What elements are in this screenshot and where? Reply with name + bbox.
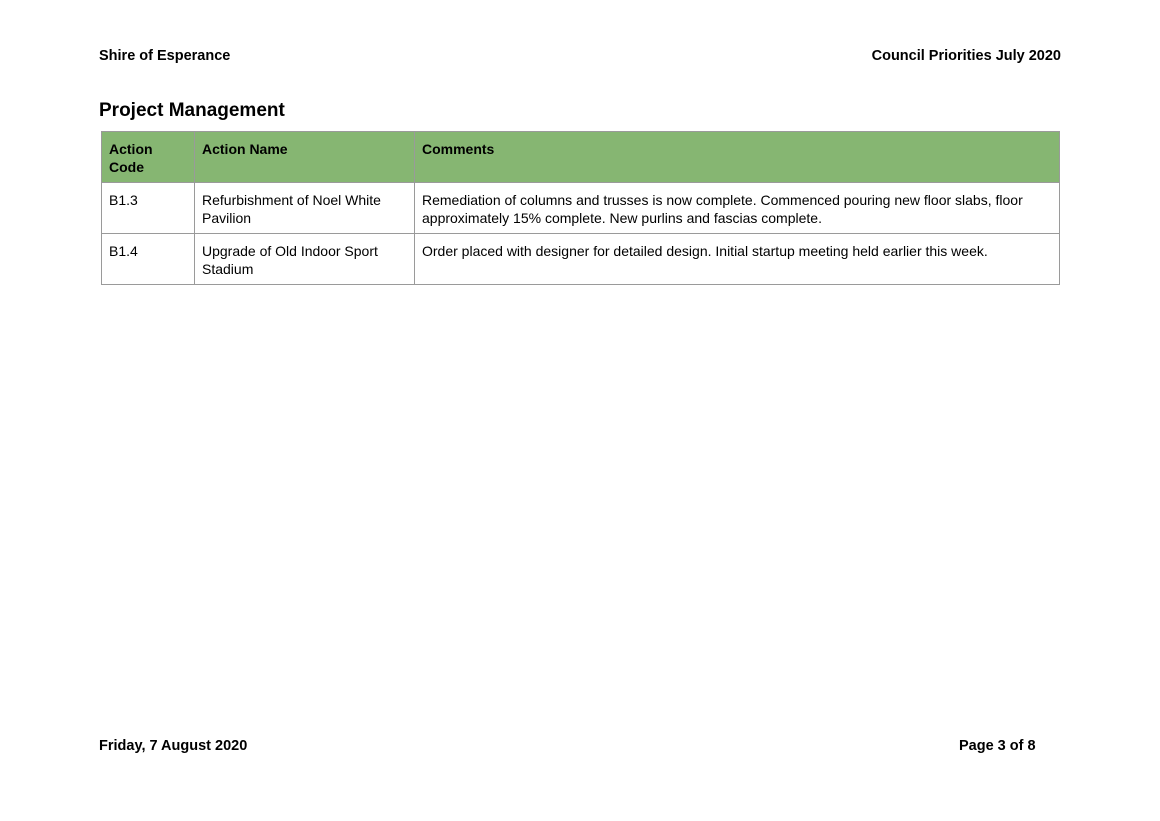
section-title: Project Management: [99, 100, 285, 121]
action-code-cell: B1.4: [102, 234, 195, 285]
action-name-cell: Upgrade of Old Indoor Sport Stadium: [195, 234, 415, 285]
document-header-organisation: Shire of Esperance: [99, 48, 231, 64]
action-code-cell: B1.3: [102, 183, 195, 234]
comments-cell: Order placed with designer for detailed design. Initial startup meeting held earlier this week.: [415, 234, 1060, 285]
document-header-title: Council Priorities July 2020: [871, 48, 1061, 64]
column-header-comments: Comments: [415, 132, 1060, 183]
table-header-row: [102, 132, 1060, 183]
column-header-action-code: Action Code: [102, 132, 195, 183]
footer-date: Friday, 7 August 2020: [99, 738, 248, 754]
comments-cell: Remediation of columns and trusses is now complete. Commenced pouring new floor slabs, floor approximately 15% complete. New purlins and fascias complete.: [415, 183, 1060, 234]
action-name-cell: Refurbishment of Noel White Pavilion: [195, 183, 415, 234]
footer-page-number: Page 3 of 8: [959, 738, 1036, 754]
table-row: [102, 183, 1060, 234]
table-row: [102, 234, 1060, 285]
column-header-action-name: Action Name: [195, 132, 415, 183]
actions-table: [101, 131, 1060, 285]
